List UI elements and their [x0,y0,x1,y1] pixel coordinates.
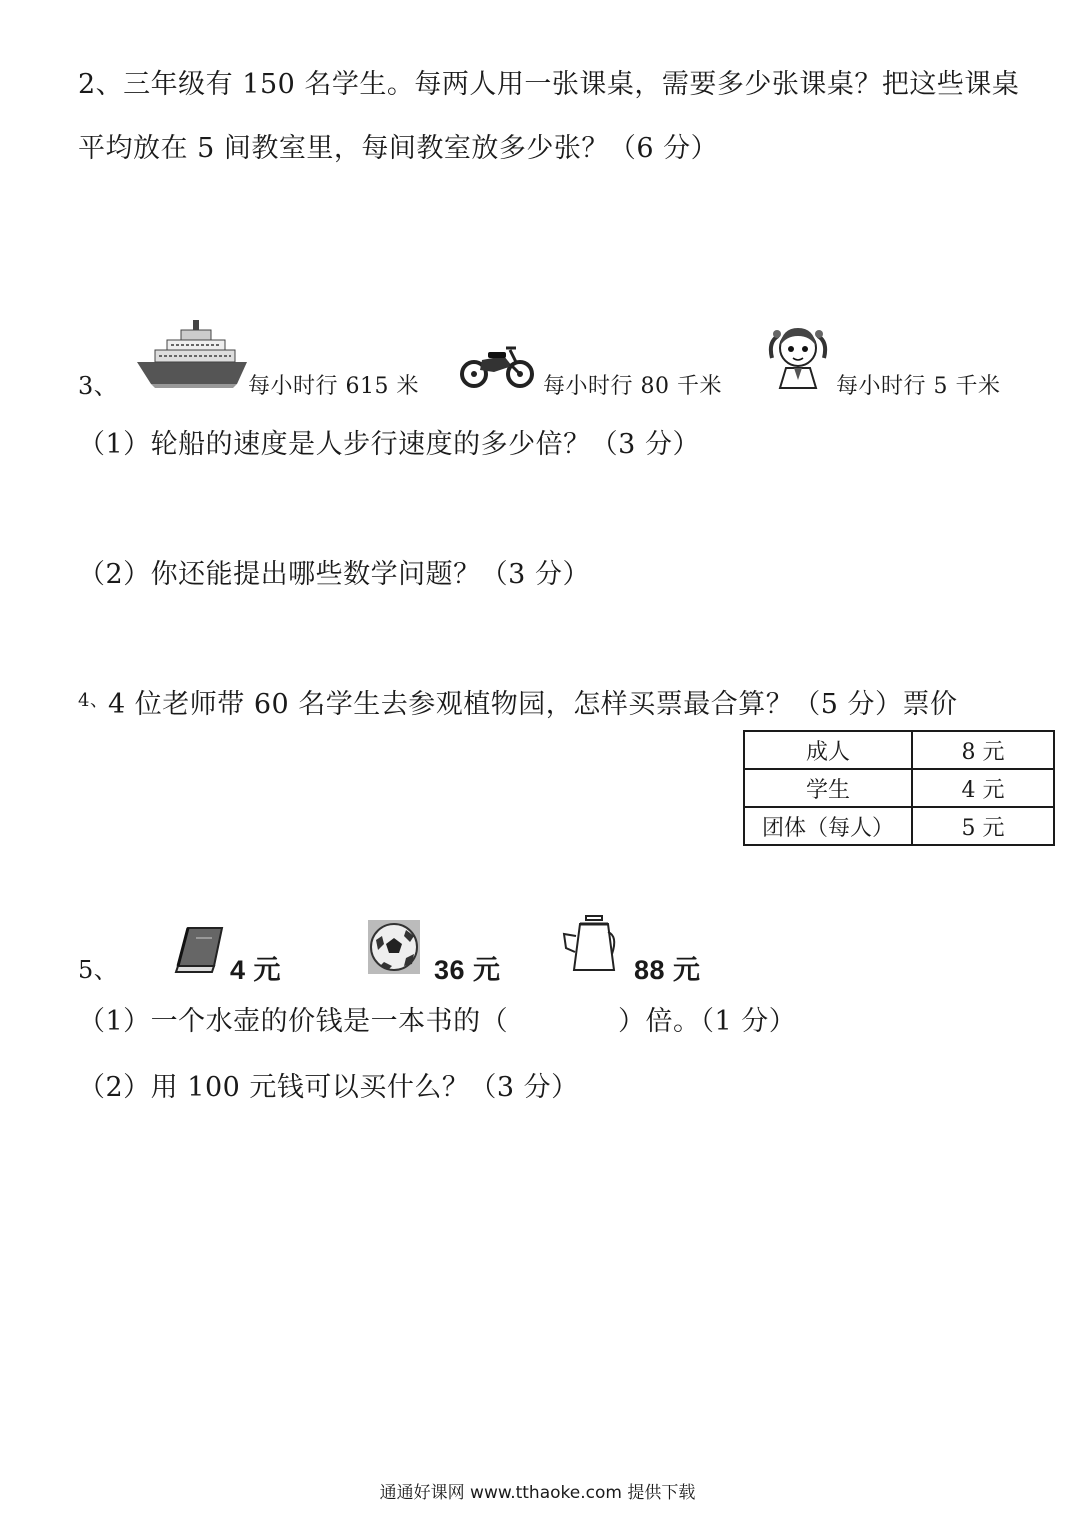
q2-line1: 2、三年级有 150 名学生。每两人用一张课桌，需要多少张课桌？把这些课桌 [78,69,1020,100]
table-row [744,807,1054,845]
ticket-price-table [743,730,1055,846]
ship-icon [133,318,251,390]
q3-sub1: （1）轮船的速度是人步行速度的多少倍？（3 分） [78,429,700,460]
table-cell: 8 元 [912,731,1054,769]
q4-number: 4、 [78,690,109,711]
book-price: 4 元 [230,955,282,985]
table-cell: 5 元 [912,807,1054,845]
girl-icon [766,322,830,390]
table-cell: 成人 [744,731,912,769]
q4-text: 4 位老师带 60 名学生去参观植物园，怎样买票最合算？（5 分）票价 [108,689,958,720]
motorcycle-speed: 每小时行 80 千米 [543,374,722,399]
kettle-price: 88 元 [634,955,701,985]
motorcycle-icon [460,340,534,388]
q3-sub2: （2）你还能提出哪些数学问题？（3 分） [78,559,590,590]
kettle-icon [560,914,620,972]
q3-number: 3、 [78,372,119,400]
ball-price: 36 元 [434,955,501,985]
table-cell: 4 元 [912,769,1054,807]
q2-line2: 平均放在 5 间教室里，每间教室放多少张？（6 分） [78,133,719,164]
footer-text: 通通好课网 www.tthaoke.com 提供下载 [379,1483,696,1503]
table-row [744,731,1054,769]
table-cell: 学生 [744,769,912,807]
soccer-ball-icon [368,920,420,974]
q5-sub1-end: ）倍。（1 分） [618,1006,797,1037]
girl-speed: 每小时行 5 千米 [836,374,1001,399]
q5-number: 5、 [78,956,119,984]
q5-sub2: （2）用 100 元钱可以买什么？（3 分） [78,1072,579,1103]
book-icon [174,926,224,974]
q5-sub1-start: （1）一个水壶的价钱是一本书的（ [78,1006,509,1037]
ship-speed: 每小时行 615 米 [248,374,419,399]
table-row [744,769,1054,807]
table-cell: 团体（每人） [744,807,912,845]
